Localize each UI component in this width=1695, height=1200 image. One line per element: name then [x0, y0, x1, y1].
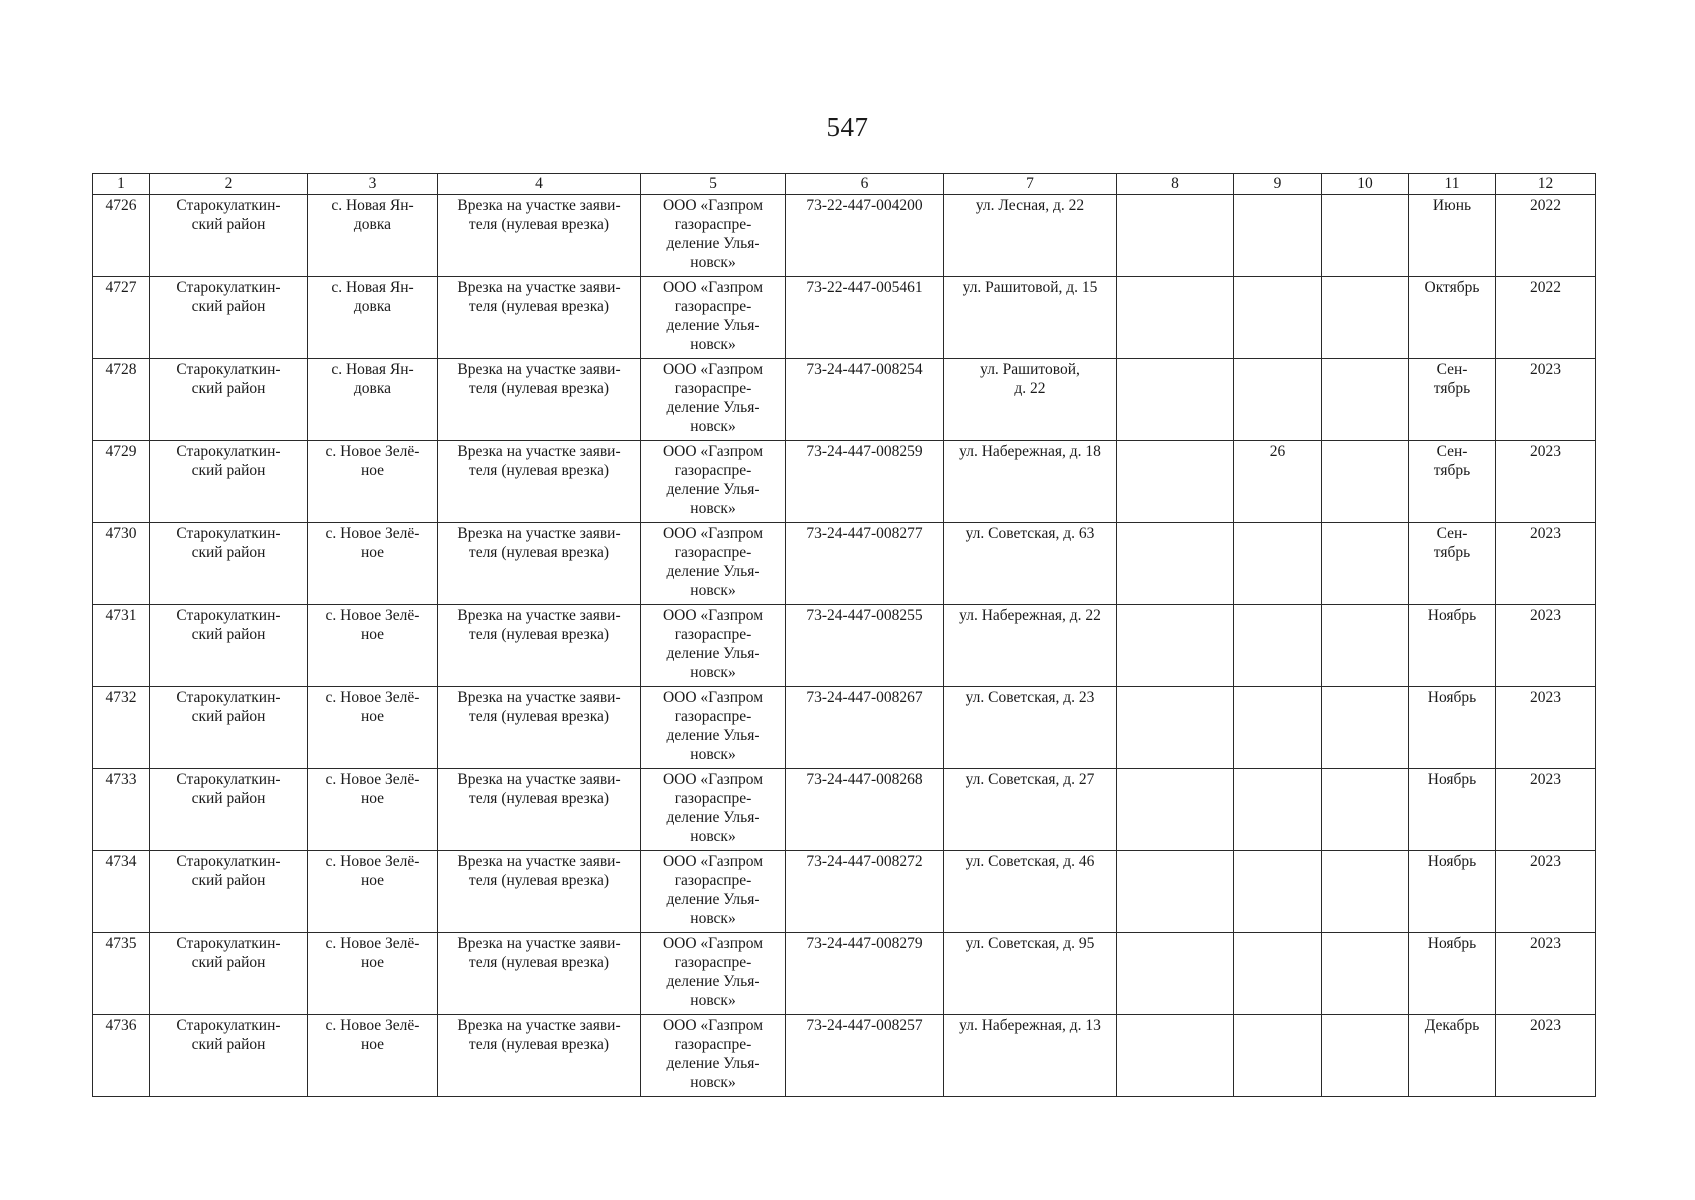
month-cell: Сен- тябрь	[1409, 441, 1496, 523]
district-cell: Старокулаткин- ский район	[150, 195, 308, 277]
column-header: 5	[641, 174, 786, 195]
row-number: 4726	[93, 195, 150, 277]
table-row	[93, 441, 1596, 523]
row-number: 4733	[93, 769, 150, 851]
column-10-cell	[1322, 1015, 1409, 1097]
address-cell: ул. Советская, д. 27	[944, 769, 1117, 851]
year-cell: 2023	[1496, 851, 1596, 933]
column-header: 8	[1117, 174, 1234, 195]
address-cell: ул. Советская, д. 95	[944, 933, 1117, 1015]
column-10-cell	[1322, 277, 1409, 359]
object-code-cell: 73-24-447-008259	[786, 441, 944, 523]
column-10-cell	[1322, 933, 1409, 1015]
column-header: 3	[308, 174, 438, 195]
settlement-cell: с. Новое Зелё- ное	[308, 851, 438, 933]
year-cell: 2023	[1496, 769, 1596, 851]
column-10-cell	[1322, 769, 1409, 851]
year-cell: 2022	[1496, 277, 1596, 359]
register-body	[93, 195, 1596, 1097]
work-type-cell: Врезка на участке заяви- теля (нулевая врезка)	[438, 687, 641, 769]
register-table	[92, 173, 1596, 1097]
column-9-cell: 26	[1234, 441, 1322, 523]
column-9-cell	[1234, 523, 1322, 605]
column-header: 7	[944, 174, 1117, 195]
column-header: 9	[1234, 174, 1322, 195]
row-number: 4735	[93, 933, 150, 1015]
district-cell: Старокулаткин- ский район	[150, 277, 308, 359]
work-type-cell: Врезка на участке заяви- теля (нулевая врезка)	[438, 195, 641, 277]
column-10-cell	[1322, 195, 1409, 277]
column-9-cell	[1234, 195, 1322, 277]
month-cell: Ноябрь	[1409, 605, 1496, 687]
organization-cell: ООО «Газпром газораспре- деление Улья- новск»	[641, 195, 786, 277]
year-cell: 2022	[1496, 195, 1596, 277]
row-number: 4727	[93, 277, 150, 359]
settlement-cell: с. Новое Зелё- ное	[308, 687, 438, 769]
district-cell: Старокулаткин- ский район	[150, 933, 308, 1015]
address-cell: ул. Набережная, д. 13	[944, 1015, 1117, 1097]
organization-cell: ООО «Газпром газораспре- деление Улья- новск»	[641, 769, 786, 851]
address-cell: ул. Советская, д. 63	[944, 523, 1117, 605]
column-9-cell	[1234, 277, 1322, 359]
column-8-cell	[1117, 441, 1234, 523]
column-header: 6	[786, 174, 944, 195]
table-row	[93, 359, 1596, 441]
column-9-cell	[1234, 687, 1322, 769]
address-cell: ул. Советская, д. 23	[944, 687, 1117, 769]
row-number: 4736	[93, 1015, 150, 1097]
district-cell: Старокулаткин- ский район	[150, 1015, 308, 1097]
address-cell: ул. Рашитовой, д. 15	[944, 277, 1117, 359]
object-code-cell: 73-24-447-008267	[786, 687, 944, 769]
row-number: 4728	[93, 359, 150, 441]
table-row	[93, 933, 1596, 1015]
settlement-cell: с. Новое Зелё- ное	[308, 1015, 438, 1097]
column-8-cell	[1117, 277, 1234, 359]
address-cell: ул. Рашитовой, д. 22	[944, 359, 1117, 441]
object-code-cell: 73-24-447-008254	[786, 359, 944, 441]
column-10-cell	[1322, 523, 1409, 605]
work-type-cell: Врезка на участке заяви- теля (нулевая врезка)	[438, 769, 641, 851]
column-8-cell	[1117, 1015, 1234, 1097]
object-code-cell: 73-24-447-008257	[786, 1015, 944, 1097]
column-9-cell	[1234, 933, 1322, 1015]
table-row	[93, 523, 1596, 605]
district-cell: Старокулаткин- ский район	[150, 851, 308, 933]
district-cell: Старокулаткин- ский район	[150, 359, 308, 441]
object-code-cell: 73-24-447-008268	[786, 769, 944, 851]
header-row	[93, 174, 1596, 195]
table-row	[93, 1015, 1596, 1097]
address-cell: ул. Лесная, д. 22	[944, 195, 1117, 277]
column-8-cell	[1117, 687, 1234, 769]
row-number: 4732	[93, 687, 150, 769]
organization-cell: ООО «Газпром газораспре- деление Улья- новск»	[641, 523, 786, 605]
address-cell: ул. Набережная, д. 22	[944, 605, 1117, 687]
object-code-cell: 73-24-447-008279	[786, 933, 944, 1015]
month-cell: Ноябрь	[1409, 687, 1496, 769]
year-cell: 2023	[1496, 687, 1596, 769]
organization-cell: ООО «Газпром газораспре- деление Улья- новск»	[641, 851, 786, 933]
column-header: 12	[1496, 174, 1596, 195]
column-10-cell	[1322, 687, 1409, 769]
settlement-cell: с. Новое Зелё- ное	[308, 523, 438, 605]
organization-cell: ООО «Газпром газораспре- деление Улья- новск»	[641, 277, 786, 359]
month-cell: Ноябрь	[1409, 769, 1496, 851]
row-number: 4729	[93, 441, 150, 523]
work-type-cell: Врезка на участке заяви- теля (нулевая врезка)	[438, 359, 641, 441]
work-type-cell: Врезка на участке заяви- теля (нулевая врезка)	[438, 441, 641, 523]
work-type-cell: Врезка на участке заяви- теля (нулевая врезка)	[438, 523, 641, 605]
table-row	[93, 277, 1596, 359]
column-8-cell	[1117, 359, 1234, 441]
district-cell: Старокулаткин- ский район	[150, 687, 308, 769]
table-row	[93, 605, 1596, 687]
column-header: 10	[1322, 174, 1409, 195]
address-cell: ул. Советская, д. 46	[944, 851, 1117, 933]
row-number: 4731	[93, 605, 150, 687]
settlement-cell: с. Новая Ян- довка	[308, 195, 438, 277]
column-8-cell	[1117, 523, 1234, 605]
district-cell: Старокулаткин- ский район	[150, 769, 308, 851]
column-9-cell	[1234, 359, 1322, 441]
object-code-cell: 73-24-447-008272	[786, 851, 944, 933]
column-9-cell	[1234, 769, 1322, 851]
settlement-cell: с. Новое Зелё- ное	[308, 441, 438, 523]
column-header: 1	[93, 174, 150, 195]
settlement-cell: с. Новое Зелё- ное	[308, 933, 438, 1015]
column-8-cell	[1117, 933, 1234, 1015]
table-row	[93, 687, 1596, 769]
year-cell: 2023	[1496, 605, 1596, 687]
column-8-cell	[1117, 851, 1234, 933]
month-cell: Октябрь	[1409, 277, 1496, 359]
work-type-cell: Врезка на участке заяви- теля (нулевая врезка)	[438, 277, 641, 359]
object-code-cell: 73-22-447-004200	[786, 195, 944, 277]
settlement-cell: с. Новое Зелё- ное	[308, 605, 438, 687]
work-type-cell: Врезка на участке заяви- теля (нулевая врезка)	[438, 1015, 641, 1097]
column-10-cell	[1322, 851, 1409, 933]
month-cell: Июнь	[1409, 195, 1496, 277]
organization-cell: ООО «Газпром газораспре- деление Улья- новск»	[641, 605, 786, 687]
page-number: 547	[826, 112, 869, 142]
organization-cell: ООО «Газпром газораспре- деление Улья- новск»	[641, 687, 786, 769]
column-9-cell	[1234, 605, 1322, 687]
row-number: 4734	[93, 851, 150, 933]
work-type-cell: Врезка на участке заяви- теля (нулевая врезка)	[438, 933, 641, 1015]
year-cell: 2023	[1496, 441, 1596, 523]
organization-cell: ООО «Газпром газораспре- деление Улья- новск»	[641, 441, 786, 523]
column-8-cell	[1117, 769, 1234, 851]
column-header: 11	[1409, 174, 1496, 195]
district-cell: Старокулаткин- ский район	[150, 441, 308, 523]
month-cell: Сен- тябрь	[1409, 523, 1496, 605]
district-cell: Старокулаткин- ский район	[150, 523, 308, 605]
column-8-cell	[1117, 605, 1234, 687]
settlement-cell: с. Новое Зелё- ное	[308, 769, 438, 851]
column-header: 4	[438, 174, 641, 195]
object-code-cell: 73-24-447-008277	[786, 523, 944, 605]
month-cell: Декабрь	[1409, 1015, 1496, 1097]
column-8-cell	[1117, 195, 1234, 277]
object-code-cell: 73-24-447-008255	[786, 605, 944, 687]
row-number: 4730	[93, 523, 150, 605]
table-row	[93, 769, 1596, 851]
settlement-cell: с. Новая Ян- довка	[308, 277, 438, 359]
work-type-cell: Врезка на участке заяви- теля (нулевая врезка)	[438, 605, 641, 687]
column-9-cell	[1234, 1015, 1322, 1097]
organization-cell: ООО «Газпром газораспре- деление Улья- новск»	[641, 933, 786, 1015]
year-cell: 2023	[1496, 523, 1596, 605]
organization-cell: ООО «Газпром газораспре- деление Улья- новск»	[641, 1015, 786, 1097]
column-10-cell	[1322, 359, 1409, 441]
address-cell: ул. Набережная, д. 18	[944, 441, 1117, 523]
organization-cell: ООО «Газпром газораспре- деление Улья- новск»	[641, 359, 786, 441]
month-cell: Ноябрь	[1409, 933, 1496, 1015]
year-cell: 2023	[1496, 359, 1596, 441]
column-10-cell	[1322, 605, 1409, 687]
column-10-cell	[1322, 441, 1409, 523]
month-cell: Сен- тябрь	[1409, 359, 1496, 441]
column-9-cell	[1234, 851, 1322, 933]
table-row	[93, 851, 1596, 933]
year-cell: 2023	[1496, 1015, 1596, 1097]
object-code-cell: 73-22-447-005461	[786, 277, 944, 359]
work-type-cell: Врезка на участке заяви- теля (нулевая врезка)	[438, 851, 641, 933]
year-cell: 2023	[1496, 933, 1596, 1015]
column-header: 2	[150, 174, 308, 195]
table-row	[93, 195, 1596, 277]
settlement-cell: с. Новая Ян- довка	[308, 359, 438, 441]
district-cell: Старокулаткин- ский район	[150, 605, 308, 687]
month-cell: Ноябрь	[1409, 851, 1496, 933]
